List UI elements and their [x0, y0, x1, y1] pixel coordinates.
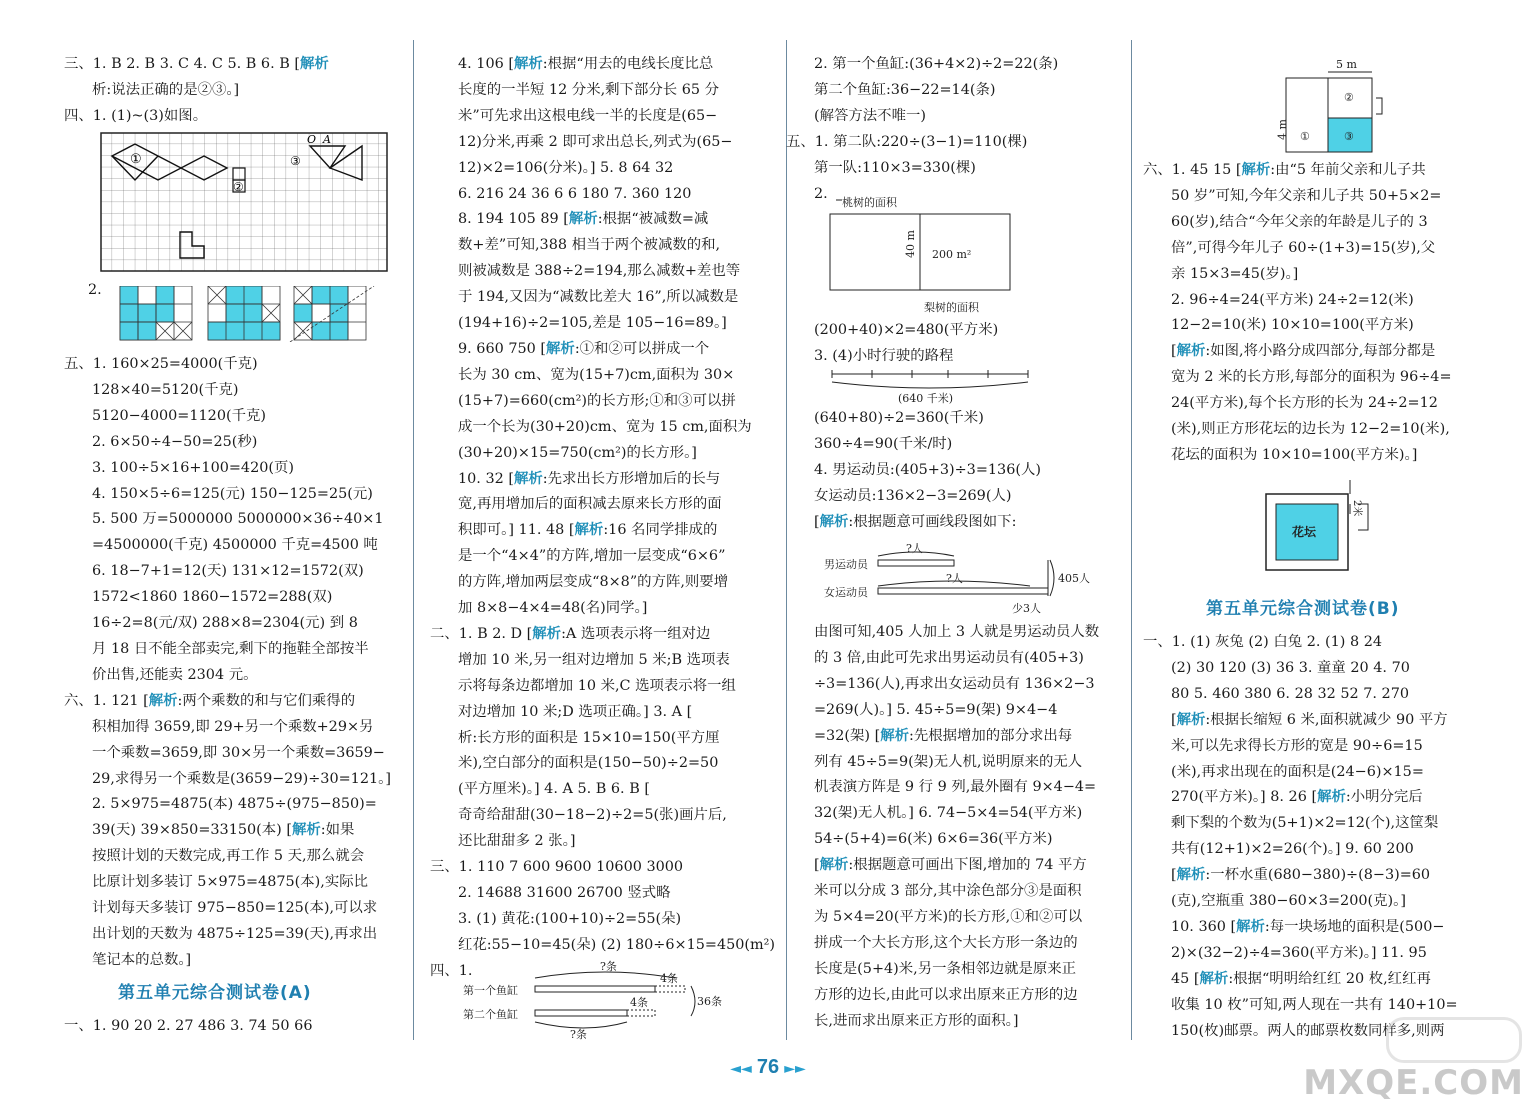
peach-area-label: 桃树的面积: [842, 196, 897, 209]
region-label-3: ③: [1344, 130, 1354, 143]
jiexi-tag: 解析: [1199, 970, 1229, 987]
answer-line: 五、1. 160×25=4000(千克): [64, 356, 258, 372]
grid-label-a: A: [323, 133, 331, 146]
grid-label-3: ③: [290, 154, 301, 168]
answer-line: 积即可。] 11. 48 [解析:16 名同学排成的: [458, 522, 718, 539]
watermark: MXQE.COM: [1303, 1063, 1524, 1103]
section-title-b: 第五单元综合测试卷(B): [1206, 599, 1400, 619]
answer-line: 六、1. 45 15 [解析:由“5 年前父亲和儿子共: [1143, 162, 1426, 178]
width-label: 5 m: [1336, 58, 1357, 71]
answer-line: 第一队:110×3=330(棵): [814, 159, 976, 176]
answer-line: [解析:根据题意可画线段图如下:: [814, 513, 1017, 530]
answer-line: 按照计划的天数完成,再工作 5 天,那么就会: [92, 848, 365, 865]
answer-line: 12)分米,再乘 2 即可求出总长,列式为(65−: [458, 133, 733, 150]
answer-line: 长,进而求出原来正方形的面积。]: [814, 1012, 1019, 1029]
answer-line: 2. 第一个鱼缸:(36+4×2)÷2=22(条): [814, 56, 1059, 72]
jiexi-tag: 解析: [1176, 867, 1206, 884]
column-1: [64, 52, 404, 130]
answer-line: 4. 106 [解析:根据“用去的电线长度比总: [458, 56, 714, 72]
jiexi-tag: 解析: [532, 625, 562, 642]
answer-line: 长度的一半短 12 分米,剩下部分长 65 分: [458, 81, 719, 98]
column-3-mid: [786, 318, 1126, 370]
jiexi-tag: 解析: [1176, 711, 1206, 728]
answer-line: 24(平方米),每个长方形的长为 24÷2=12: [1171, 395, 1438, 412]
answer-line: 数+差”可知,388 相当于两个被减数的和,: [458, 237, 721, 254]
width-label: 2米: [1351, 500, 1362, 517]
prev-arrows-icon: ◄◄: [730, 1061, 752, 1077]
answer-line: (解答方法不唯一): [814, 107, 926, 124]
jiexi-tag: 解析: [1241, 162, 1271, 178]
height-label: 40 m: [904, 230, 917, 258]
answer-line: =4500000(千克) 4500000 千克=4500 吨: [92, 537, 378, 554]
answer-line: 价出售,还能卖 2304 元。: [92, 666, 258, 683]
answer-line: 出计划的天数为 4875÷125=39(天),再求出: [92, 925, 378, 942]
fish-tank-diagram: [455, 958, 745, 1040]
answer-line: 2. 14688 31600 26700 竖式略: [458, 885, 671, 901]
column-3-lower: [786, 406, 1126, 536]
colored-grids-figure: [112, 286, 382, 342]
answer-line: 60(岁),结合“今年父亲的年龄是儿子的 3: [1171, 213, 1428, 230]
answer-line: [解析:根据长缩短 6 米,面积就减少 90 平方: [1171, 711, 1448, 728]
section-title-a: 第五单元综合测试卷(A): [118, 983, 312, 1003]
answer-line: 长为 30 cm、宽为(15+7)cm,面积为 30×: [458, 366, 735, 383]
jiexi-tag: 解析: [513, 470, 543, 487]
answer-line: 奇奇给甜甜(30−18−2)÷2=5(张)画片后,: [458, 807, 727, 824]
answer-line: 5120−4000=1120(千克): [92, 407, 266, 424]
column-1-last: [64, 1014, 312, 1040]
answer-line: 列有 45÷5=9(架)无人机,说明原来的无人: [814, 753, 1083, 770]
column-rule-1: [413, 40, 414, 1040]
answer-line: 加 8×8−4×4=48(名)同学。]: [458, 600, 648, 617]
answer-line: 米”可先求出这根电线一半的长度是(65−: [458, 107, 718, 124]
answer-line: 三、1. B 2. B 3. C 4. C 5. B 6. B [解析: [64, 56, 329, 72]
female-label: 女运动员: [824, 586, 868, 599]
grid-label-2: ②: [233, 180, 244, 194]
region-label-1: ①: [1300, 130, 1310, 143]
answer-line: 4. 150×5÷6=125(元) 150−125=25(元): [92, 485, 373, 502]
answer-line: 360÷4=90(千米/时): [814, 435, 953, 452]
answer-line: 45 [解析:根据“明明给红红 20 枚,红红再: [1171, 970, 1431, 987]
pear-area-label: 梨树的面积: [924, 301, 979, 314]
answer-line: [解析:一杯水重(680−380)÷(8−3)=60: [1171, 867, 1431, 884]
answer-line: 16÷2=8(元/双) 288×8=2304(元) 到 8: [92, 615, 358, 632]
answer-line: 三、1. 110 7 600 9600 10600 3000: [430, 859, 684, 876]
flower-bed-label: 花坛: [1292, 525, 1317, 539]
answer-line: 红花:55−10=45(朵) (2) 180÷6×15=450(m²): [458, 936, 776, 953]
jiexi-tag: 解析: [546, 340, 575, 357]
coordinate-grid-figure: [100, 132, 390, 274]
answer-line: 收集 10 枚”可知,两人现在一共有 140+10=: [1171, 996, 1458, 1013]
column-rule-3: [1131, 40, 1132, 1040]
jiexi-tag: 解析: [1317, 789, 1346, 806]
answer-line: 米),空白部分的面积是(150−50)÷2=50: [458, 755, 719, 772]
square-garden-diagram: [1270, 56, 1390, 156]
orchard-area-diagram: [828, 196, 1018, 318]
answer-line: 32(架)无人机。] 6. 74−5×4=54(平方米): [814, 805, 1083, 822]
answer-line: (克),空瓶重 380−60×3=200(克)。]: [1171, 893, 1406, 910]
answer-line: (194+16)÷2=105,差是 105−16=89。]: [458, 315, 727, 332]
region-label-2: ②: [1344, 91, 1354, 104]
answer-line: 增加 10 米,另一组对边增加 5 米;B 选项表: [458, 651, 730, 668]
answer-line: 宽,再用增加后的面积减去原来长方形的面: [458, 496, 722, 513]
answer-line: 由图可知,405 人加上 3 人就是男运动员人数: [814, 624, 1100, 640]
answer-line: 是一个“4×4”的方阵,增加一层变成“6×6”: [458, 548, 726, 565]
distance-label: (640 千米): [898, 392, 954, 405]
answer-line: 3. 100÷5×16+100=420(页): [92, 459, 295, 476]
answer-line: 29,求得另一个乘数是(3659−29)÷30=121。]: [92, 770, 391, 787]
answer-line: 一个乘数=3659,即 30×另一个乘数=3659−: [92, 744, 385, 761]
answer-line: 亲 15×3=45(岁)。]: [1171, 265, 1299, 282]
answer-line: 2. 96÷4=24(平方米) 24÷2=12(米): [1171, 291, 1414, 308]
answer-line: 成一个长为(30+20)cm、宽为 15 cm,面积为: [458, 418, 752, 435]
column-4: [1143, 158, 1473, 469]
jiexi-tag: 解析: [300, 56, 329, 72]
answer-line: 五、1. 第二队:220÷(3−1)=110(棵): [786, 133, 1028, 150]
watermark-badge: [1386, 1017, 1522, 1063]
tank-2-label: 第二个鱼缸: [463, 1008, 518, 1021]
answer-line: 2. 6×50÷4−50=25(秒): [92, 433, 258, 450]
question-label: ?条: [600, 960, 617, 973]
jiexi-tag: 解析: [513, 56, 543, 72]
answer-line: 一、1. (1) 灰兔 (2) 白兔 2. (1) 8 24: [1143, 634, 1383, 650]
answer-line: 宽为 2 米的长方形,每部分的面积为 96÷4=: [1171, 369, 1452, 386]
answer-line: 1572<1860 1860−1572=288(双): [92, 589, 333, 606]
question-label: ?人: [906, 542, 923, 555]
four-label-2: 4条: [630, 996, 648, 1009]
answer-line: 析:长方形的面积是 15×10=150(平方厘: [458, 729, 720, 746]
answer-line: 四、1. (1)~(3)如图。: [64, 107, 208, 124]
answer-line: 10. 32 [解析:先求出长方形增加后的长与: [458, 470, 721, 487]
jiexi-tag: 解析: [574, 522, 604, 539]
height-label: 4 m: [1276, 119, 1289, 140]
answer-line: 5. 500 万=5000000 5000000×36÷40×1: [92, 511, 384, 528]
answer-line: 共有(12+1)×2=26(个)。] 9. 60 200: [1171, 841, 1414, 858]
answer-line: 第二个鱼缸:36−22=14(条): [814, 81, 996, 98]
answer-line: 笔记本的总数。]: [92, 951, 192, 968]
answer-line: =269(人)。] 5. 45÷5=9(架) 9×4−4: [814, 701, 1058, 718]
answer-line: 计划每天多装订 975−850=125(本),可以求: [92, 900, 378, 917]
answer-line: 机表演方阵是 9 行 9 列,最外圈有 9×4−4=: [814, 779, 1097, 796]
column-1-lower: [64, 352, 409, 974]
jiexi-tag: 解析: [1176, 343, 1206, 360]
total-label: 36条: [697, 995, 722, 1008]
answer-line: 3. (1) 黄花:(100+10)÷2=55(朵): [458, 910, 682, 927]
answer-line: ÷3=136(人),再求出女运动员有 136×2−3: [814, 675, 1095, 692]
answer-line: 积相加得 3659,即 29+另一个乘数+29×另: [92, 718, 374, 735]
answer-line: 的 3 倍,由此可先求出男运动员有(405+3): [814, 649, 1084, 666]
answer-line: 示将每条边都增加 10 米,C 选项表示将一组: [458, 677, 736, 694]
jiexi-tag: 解析: [148, 692, 178, 709]
answer-line: (200+40)×2=480(平方米): [814, 322, 999, 338]
answer-line: 2. 5×975=4875(本) 4875÷(975−850)=: [92, 796, 377, 813]
answer-line: (640+80)÷2=360(千米): [814, 410, 984, 426]
less-label: 少3人: [1012, 602, 1041, 615]
answer-line: 270(平方米)。] 8. 26 [解析:小明分完后: [1171, 789, 1423, 806]
distance-diagram: [828, 366, 1038, 406]
answer-line: 于 194,又因为“减数比差大 16”,所以减数是: [458, 289, 739, 306]
answer-line: 析:说法正确的是②③。]: [92, 81, 240, 98]
answer-line: 女运动员:136×2−3=269(人): [814, 487, 1012, 504]
answer-line: (15+7)=660(cm²)的长方形;①和③可以拼: [458, 392, 736, 409]
answer-line: 128×40=5120(千克): [92, 381, 239, 398]
answer-line: 12−2=10(米) 10×10=100(平方米): [1171, 317, 1414, 334]
answer-line: 2)×(32−2)÷4=360(平方米)。] 11. 95: [1171, 944, 1427, 961]
answer-line: 方形的边长,由此可以求出原来正方形的边: [814, 986, 1078, 1003]
answer-line: 50 岁”可知,今年父亲和儿子共 50+5×2=: [1171, 187, 1442, 204]
answer-line: (平方厘米)。] 4. A 5. B 6. B [: [458, 781, 650, 798]
answer-line: 为 5×4=20(平方米)的长方形,①和②可以: [814, 908, 1083, 925]
answer-line: 54÷(5+4)=6(米) 6×6=36(平方米): [814, 831, 1053, 848]
question-label-2: ?条: [570, 1028, 587, 1040]
answer-line: 10. 360 [解析:每一块场地的面积是(500−: [1171, 918, 1445, 935]
answer-line: 12)×2=106(分米)。] 5. 8 64 32: [458, 159, 674, 176]
column-1-q2: [88, 278, 102, 304]
male-label: 男运动员: [824, 558, 868, 571]
answer-line: (米),则正方形花坛的边长为 12−2=10(米),: [1171, 421, 1450, 438]
answer-line: 2.: [88, 282, 102, 298]
page-number: 76: [756, 1056, 780, 1078]
answer-line: 二、1. B 2. D [解析:A 选项表示将一组对边: [430, 625, 711, 642]
answer-line: 花坛的面积为 10×10=100(平方米)。]: [1171, 446, 1418, 463]
answer-line: 倍”,可得今年儿子 60÷(1+3)=15(岁),父: [1171, 239, 1436, 256]
answer-line: 月 18 日不能全部卖完,剩下的拖鞋全部按半: [92, 640, 369, 657]
answer-line: (米),再求出现在的面积是(24−6)×15=: [1171, 763, 1424, 780]
answer-line: 150(枚)邮票。两人的邮票枚数同样多,则两: [1171, 1022, 1445, 1039]
grid-label-o: O: [307, 133, 317, 146]
jiexi-tag: 解析: [292, 822, 321, 839]
area-label: 200 m²: [932, 248, 972, 261]
question-label-2: ?人: [946, 572, 963, 585]
four-label: 4条: [660, 972, 678, 985]
answer-line: 2.: [814, 185, 828, 202]
answer-line: 六、1. 121 [解析:两个乘数的和与它们乘得的: [64, 692, 356, 709]
answer-line: 一、1. 90 20 2. 27 486 3. 74 50 66: [64, 1018, 313, 1034]
answer-line: 8. 194 105 89 [解析:根据“被减数=减: [458, 211, 709, 228]
answer-line: 的方阵,增加两层变成“8×8”的方阵,则要增: [458, 574, 729, 591]
jiexi-tag: 解析: [568, 211, 598, 228]
answer-line: 对边增加 10 米;D 选项正确。] 3. A [: [458, 703, 693, 720]
answer-line: 还比甜甜多 2 张。]: [458, 833, 576, 850]
total-label: 405人: [1058, 572, 1090, 585]
answer-line: 6. 18−7+1=12(天) 131×12=1572(双): [92, 563, 364, 580]
answer-line: 则被减数是 388÷2=194,那么减数+差也等: [458, 263, 741, 280]
athletes-diagram: [820, 540, 1110, 618]
answer-line: 3. (4)小时行驶的路程: [814, 347, 954, 364]
column-3: [786, 52, 1126, 207]
answer-line: 米,可以先求得长方形的宽是 90÷6=15: [1171, 737, 1423, 754]
answer-line: 米可以分成 3 部分,其中涂色部分③是面积: [814, 883, 1082, 900]
answer-line: (30+20)×15=750(cm²)的长方形。]: [458, 444, 697, 461]
jiexi-tag: 解析: [880, 727, 909, 744]
jiexi-tag: 解析: [819, 857, 849, 874]
answer-line: 80 5. 460 380 6. 28 32 52 7. 270: [1171, 685, 1410, 702]
tank-1-label: 第一个鱼缸: [463, 984, 518, 997]
next-arrows-icon: ►►: [784, 1061, 806, 1077]
grid-label-1: ①: [130, 152, 142, 167]
answer-line: [解析:如图,将小路分成四部分,每部分都是: [1171, 343, 1436, 360]
answer-line: 长度是(5+4)米,另一条相邻边就是原来正: [814, 960, 1077, 977]
answer-line: 拼成一个大长方形,这个大长方形一条边的: [814, 934, 1078, 951]
answer-line: 比原计划多装订 5×975=4875(本),实际比: [92, 874, 369, 891]
answer-line: 剩下梨的个数为(5+1)×2=12(个),这筐梨: [1171, 815, 1439, 832]
answer-line: =32(架) [解析:先根据增加的部分求出每: [814, 727, 1073, 744]
flower-bed-diagram: [1262, 474, 1382, 574]
answer-line: [解析:根据题意可画出下图,增加的 74 平方: [814, 857, 1087, 874]
column-4-lower: [1143, 630, 1483, 1045]
answer-line: 4. 男运动员:(405+3)÷3=136(人): [814, 461, 1041, 478]
jiexi-tag: 解析: [819, 513, 849, 530]
answer-line: 6. 216 24 36 6 6 180 7. 360 120: [458, 185, 692, 202]
column-3-tail: [786, 620, 1126, 1035]
answer-line: 四、1.: [430, 962, 473, 979]
jiexi-tag: 解析: [1236, 918, 1265, 935]
answer-line: 9. 660 750 [解析:①和②可以拼成一个: [458, 340, 710, 357]
answer-line: 39(天) 39×850=33150(本) [解析:如果: [92, 822, 355, 839]
answer-line: (2) 30 120 (3) 36 3. 童童 20 4. 70: [1171, 659, 1410, 676]
column-2: [430, 52, 780, 985]
